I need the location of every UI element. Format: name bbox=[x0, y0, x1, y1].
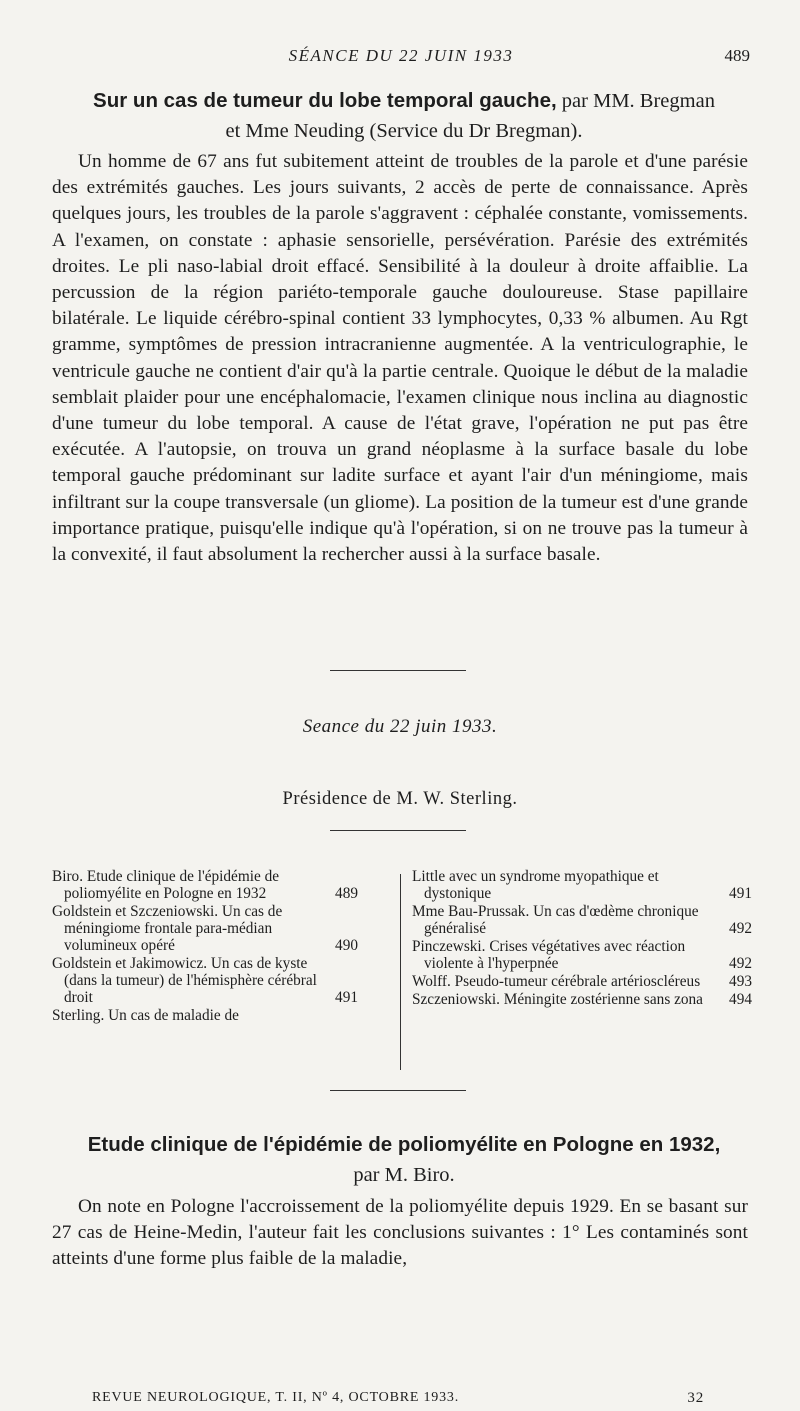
contents-entry bbox=[412, 938, 752, 972]
contents-entry-text: Wolff. Pseudo-tumeur cérébrale artérioscléreus bbox=[412, 973, 701, 990]
page-footer bbox=[92, 1390, 744, 1410]
contents-entry-page: 490 bbox=[335, 937, 358, 954]
running-title: SÉANCE DU 22 JUIN 1933 bbox=[288, 46, 514, 65]
contents-entry-page: 493 bbox=[729, 973, 752, 990]
contents-left-column bbox=[52, 868, 358, 1025]
article2-title bbox=[48, 1130, 760, 1190]
article2-body bbox=[52, 1194, 748, 1273]
contents-entry bbox=[412, 991, 752, 1008]
article2-title-by: par M. Biro. bbox=[353, 1164, 455, 1186]
seance-title: Seance du 22 juin 1933. bbox=[302, 716, 498, 737]
article2-title-bold: Etude clinique de l'épidémie de poliomyélite en Pologne en 1932, bbox=[87, 1133, 721, 1156]
contents-entry bbox=[412, 903, 752, 937]
contents-entry bbox=[52, 955, 358, 1006]
contents-entry-page: 492 bbox=[729, 920, 752, 937]
article1-body bbox=[52, 149, 748, 568]
contents-entry bbox=[52, 903, 358, 954]
article2-paragraph: On note en Pologne l'accroissement de la poliomyélite depuis 1929. En se basant sur 27 cas de Heine-Medin, l'auteur fait les conclusions suivantes : 1° Les contaminés sont atteints d'une forme plus faible de la maladie, bbox=[52, 1196, 748, 1270]
sheet-signature: 32 bbox=[687, 1390, 704, 1406]
article1-paragraph: Un homme de 67 ans fut subitement atteint de troubles de la parole et d'une parésie des extrémités gauches. Les jours suivants, 2 accès de perte de connaissance. Après quelques jours, les troubles de la parole s'aggravent : céphalée constante, vomissements. A l'examen, on constate : aphasie sensorielle, persévération. Parésie des extrémités droites. Le pli naso-labial droit effacé. Sensibilité à la douleur à droite affaiblie. La percussion de la région pariéto-temporale gauche douloureuse. Stase papillaire bilatérale. Le liquide cérébro-spinal contient 33 lymphocytes, 0,33 % albumen. Au Rgt gramme, symptômes de pression intracranienne augmentée. A la ventriculographie, le ventricule gauche ne contient d'air qu'à la partie centrale. Quoique le début de la maladie semblait plaider pour une encéphalomacie, l'examen clinique nous inclina au diagnostic d'une tumeur du lobe temporal. A cause de l'état grave, l'opération ne put pas être exécutée. A l'autopsie, on trouva un grand néoplasme à la surface basale du lobe temporal gauche prédominant sur ladite surface et ayant l'air d'un méningiome, mais infiltrant sur la coupe transversale (un gliome). La position de la tumeur est d'une grande importance pratique, puisqu'elle indique qu'à l'opération, si on ne trouve pas la tumeur à la convexité, il faut absolument la rechercher aussi à la surface basale. bbox=[52, 151, 748, 566]
page-number: 489 bbox=[724, 46, 750, 65]
contents-entry bbox=[412, 973, 752, 990]
contents-entry-page: 491 bbox=[335, 989, 358, 1006]
contents-entry-page: 491 bbox=[729, 885, 752, 902]
contents-entry-text: Biro. Etude clinique de l'épidémie de poliomyélite en Pologne en 1932 bbox=[52, 868, 280, 902]
toc-top-divider bbox=[330, 830, 466, 831]
article1-title-bold: Sur un cas de tumeur du lobe temporal gauche, bbox=[93, 89, 557, 112]
section-divider bbox=[330, 670, 466, 671]
contents-entry-text: Szczeniowski. Méningite zostérienne sans zona bbox=[412, 991, 703, 1008]
session-contents bbox=[52, 868, 766, 1078]
contents-entry-text: Goldstein et Jakimowicz. Un cas de kyste (dans la tumeur) de l'hémisphère cérébral droit bbox=[52, 955, 317, 1006]
contents-entry bbox=[52, 868, 358, 902]
contents-entry bbox=[412, 868, 752, 902]
contents-entry-page: 489 bbox=[335, 885, 358, 902]
contents-entry-page: 492 bbox=[729, 955, 752, 972]
contents-entry-text: Mme Bau-Prussak. Un cas d'œdème chronique généralisé bbox=[412, 903, 699, 937]
contents-column-separator bbox=[400, 874, 401, 1070]
toc-bottom-divider bbox=[330, 1090, 466, 1091]
contents-right-column bbox=[412, 868, 752, 1009]
contents-entry-text: Little avec un syndrome myopathique et dystonique bbox=[412, 868, 659, 902]
contents-entry-page: 494 bbox=[729, 991, 752, 1008]
running-head bbox=[52, 46, 750, 72]
article1-title-line2: et Mme Neuding (Service du Dr Bregman). bbox=[225, 120, 583, 142]
contents-entry-text: Goldstein et Szczeniowski. Un cas de méningiome frontale para-médian volumineux opéré bbox=[52, 903, 283, 954]
contents-entry bbox=[52, 1007, 358, 1024]
contents-entry-text: Sterling. Un cas de maladie de bbox=[52, 1007, 239, 1024]
article1-title-by: par MM. Bregman bbox=[561, 90, 715, 112]
presidence-line: Présidence de M. W. Sterling. bbox=[282, 789, 518, 809]
article1-title bbox=[48, 86, 760, 146]
contents-entry-text: Pinczewski. Crises végétatives avec réaction violente à l'hyperpnée bbox=[412, 938, 686, 972]
journal-reference: REVUE NEUROLOGIQUE, T. II, Nº 4, OCTOBRE 1933. bbox=[92, 1390, 460, 1405]
